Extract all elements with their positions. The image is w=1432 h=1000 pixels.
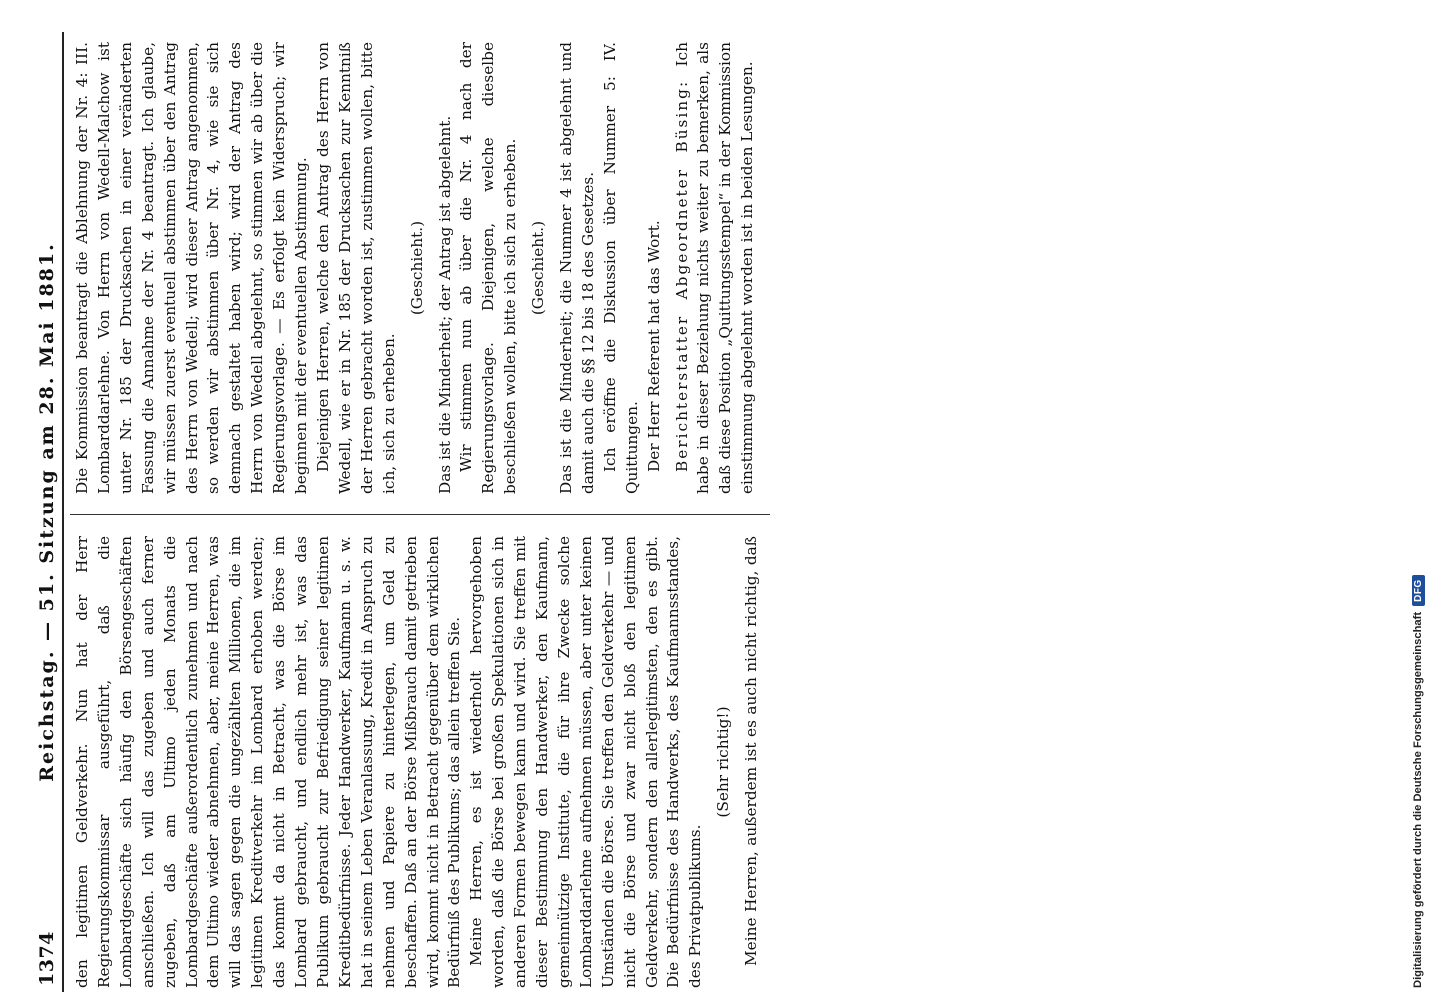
digitization-credit: Digitalisierung gefördert durch die Deutsche Forschungsgemeinschaft bbox=[1412, 611, 1424, 988]
paragraph bbox=[672, 42, 760, 494]
paragraph: Das ist die Minderheit; die Nummer 4 ist abgelehnt und damit auch die §§ 12 bis 18 des Gesetzes. bbox=[557, 42, 597, 494]
paragraph: Ich eröffne die Diskussion über Nummer 5: IV. Quittungen. bbox=[600, 42, 641, 494]
paragraph: Wir stimmen nun ab über die Nr. 4 nach der Regierungsvorlage. Diejenigen, welche dieselbe beschließen wollen, bitte ich sich zu erheben. bbox=[457, 42, 520, 494]
speaker: Berichterstatter Abgeordneter Büsing: bbox=[672, 79, 691, 472]
paragraph: Die Kommission beantragt die Ablehnung der Nr. 4: III. Lombarddarlehne. Von Herrn von Wedell-Malchow ist unter Nr. 185 der Drucksachen in einer veränderten Fassung die Annahme der Nr. 4 beantragt. Ich glaube, wir müssen zuerst eventuell abstimmen über den Antrag des Herrn von Wedell; wird dieser Antrag angenommen, so werden wir abstimmen über Nr. 4, wie sie sich demnach gestaltet haben wird; wird der Antrag des Herrn von Wedell abgelehnt, so stimmen wir ab über die Regierungsvorlage. — Es erfolgt kein Widerspruch; wir beginnen mit der eventuellen Abstimmung. bbox=[73, 42, 311, 494]
interjection: (Geschieht.) bbox=[529, 220, 548, 316]
header-rule bbox=[62, 32, 64, 992]
speech: Ich habe in dieser Beziehung nichts weiter zu bemerken, als daß diese Position „Quittungsstempel“ in der Kommission einstimmung abgelehnt worden ist in beiden Lesungen. bbox=[672, 42, 757, 494]
interjection: (Sehr richtig!) bbox=[714, 706, 733, 818]
dfg-logo: DFG bbox=[1412, 575, 1425, 606]
paragraph: Der Herr Referent hat das Wort. bbox=[644, 220, 663, 472]
digitization-note bbox=[1406, 8, 1428, 994]
paragraph: Das ist die Minderheit; der Antrag ist abgelehnt. bbox=[435, 115, 454, 494]
interjection: (Geschieht.) bbox=[407, 220, 426, 316]
left-column bbox=[72, 536, 762, 988]
column-rule bbox=[70, 514, 770, 515]
paragraph: Meine Herren, außerdem ist es auch nicht richtig, daß bbox=[742, 536, 761, 966]
scanned-page bbox=[34, 32, 1432, 992]
digitization-note-text bbox=[1408, 8, 1428, 988]
paragraph: Meine Herren, es ist wiederholt hervorgehoben worden, daß die Börse bei großen Spekulationen sich in anderen Formen bewegen kann und wird. Sie treffen mit dieser Bestimmung den Handwerker, den Kaufmann, gemeinnützige Institute, die für ihre Zwecke solche Lombarddarlehne aufnehmen müssen, aber unter keinen Umständen die Börse. Sie treffen den Geldverkehr — und nicht die Börse und zwar nicht bloß den legitimen Geldverkehr, sondern den allerlegitimsten, den es gibt. Die Bedürfnisse des Handwerks, des Kaufmannsstandes, des Privatpublikums. bbox=[467, 536, 705, 988]
paragraph: Diejenigen Herren, welche den Antrag des Herrn von Wedell, wie er in Nr. 185 der Drucksachen zur Kenntniß der Herren gebracht worden ist, zustimmen wollen, bitte ich, sich zu erheben. bbox=[313, 42, 398, 494]
running-head bbox=[34, 32, 64, 992]
page-number: 1374 bbox=[36, 931, 58, 986]
paragraph: den legitimen Geldverkehr. Nun hat der Herr Regierungskommissar ausgeführt, daß die Lombardgeschäfte sich häufig den Börsengeschäften anschließen. Ich will das zugeben und auch ferner zugeben, daß am Ultimo jeden Monats die Lombardgeschäfte außerordentlich zunehmen und nach dem Ultimo wieder abnehmen, aber, meine Herren, was will das sagen gegen die ungezählten Millionen, die im legitimen Kreditverkehr im Lombard erhoben werden; das kommt da nicht in Betracht, was die Börse im Lombard gebraucht, und endlich mehr ist, was das Publikum gebraucht zur Befriedigung seiner legitimen Kreditbedürfnisse. Jeder Handwerker, Kaufmann u. s. w. hat in seinem Leben Veranlassung, Kredit in Anspruch zu nehmen und Papiere zu hinterlegen, um Geld zu beschaffen. Daß an der Börse Mißbrauch damit getrieben wird, kommt nicht in Betracht gegenüber dem wirklichen Bedürfniß des Publikums; das allein treffen Sie. bbox=[73, 536, 464, 988]
page-title: Reichstag. — 51. Sitzung am 28. Mai 1881. bbox=[36, 242, 58, 782]
right-column bbox=[72, 42, 762, 494]
